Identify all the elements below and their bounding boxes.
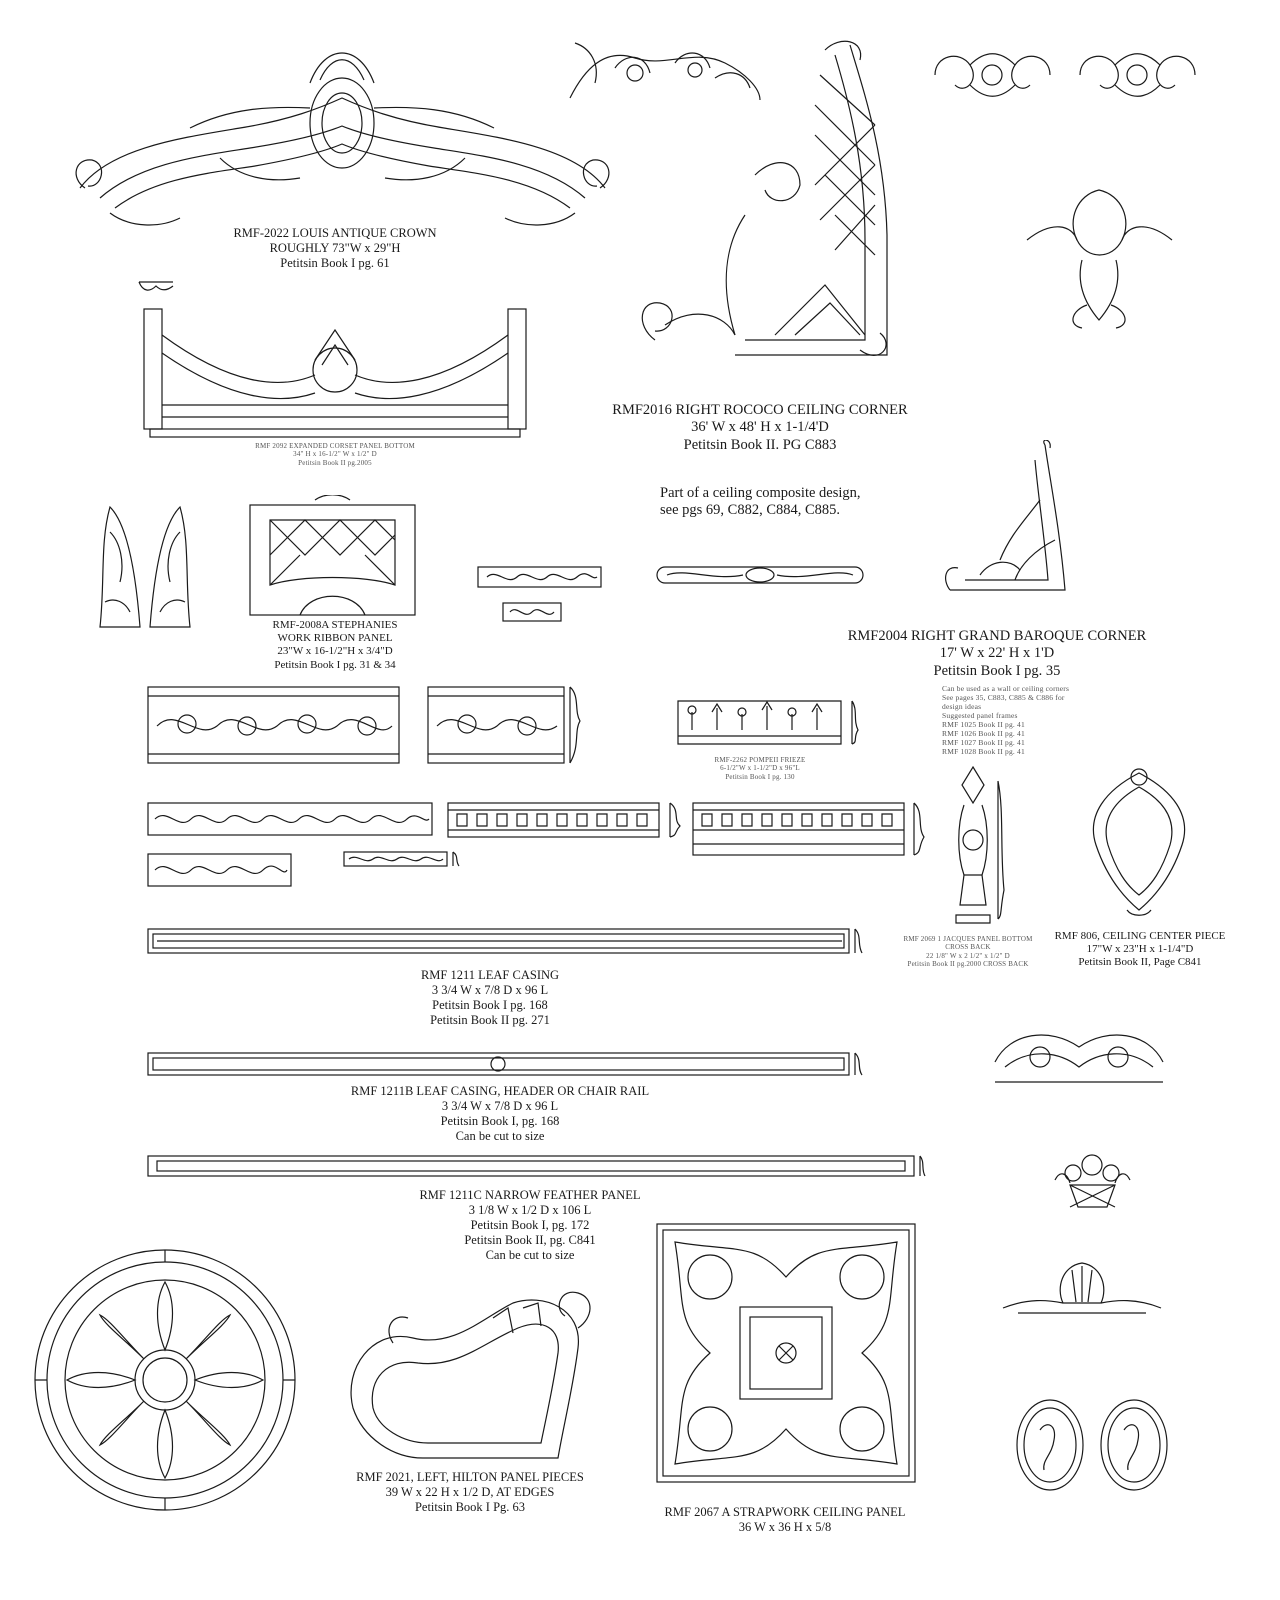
floral-frieze-row2-long-drawing <box>147 802 433 836</box>
baroque-note-line-7: RMF 1027 Book II pg. 41 <box>942 738 1025 747</box>
floral-frieze-row3-drawing <box>147 853 292 887</box>
composite-note <box>660 485 910 520</box>
oval-medallions-drawing <box>1012 1395 1172 1493</box>
column-subtitle: CROSS BACK <box>945 943 991 952</box>
floral-frieze-long-drawing <box>147 686 400 764</box>
corset-panel-caption <box>220 442 450 467</box>
baroque-corner-reference: Petitsin Book I pg. 35 <box>933 662 1061 679</box>
baroque-note-line-4: Suggested panel frames <box>942 711 1018 720</box>
ribbon-panel-drawing <box>245 495 420 620</box>
louis-crown-reference: Petitsin Book I pg. 61 <box>280 256 390 270</box>
feather-panel-dimensions: 3 1/8 W x 1/2 D x 106 L <box>468 1203 592 1217</box>
leaf-casing-profile-drawing <box>853 928 863 954</box>
ceiling-center-reference: Petitsin Book II, Page C841 <box>1078 956 1202 969</box>
ribbon-pieces-drawing <box>95 502 195 632</box>
round-medallion-drawing <box>30 1245 300 1515</box>
cartouche-drawing <box>1022 180 1177 330</box>
rosette-rail-drawing <box>655 563 865 587</box>
baroque-note-line-5: RMF 1025 Book II pg. 41 <box>942 720 1025 729</box>
ceiling-center-drawing <box>1082 765 1197 920</box>
hilton-panel-dimensions: 39 W x 22 H x 1/2 D, AT EDGES <box>385 1485 555 1499</box>
ribbon-panel-subtitle: WORK RIBBON PANEL <box>277 632 393 645</box>
strapwork-panel-dimensions: 36 W x 36 H x 5/8 <box>738 1520 832 1534</box>
rococo-corner-reference: Petitsin Book II. PG C883 <box>683 436 837 453</box>
corset-panel-dimensions: 34" H x 16-1/2" W x 1/2" D <box>293 450 377 459</box>
ceiling-center-title: RMF 806, CEILING CENTER PIECE <box>1054 930 1226 942</box>
ribbon-panel-reference: Petitsin Book I pg. 31 & 34 <box>274 658 396 671</box>
leaf-casing-header-profile-drawing <box>853 1052 863 1076</box>
ribbon-panel-caption <box>255 619 415 672</box>
composite-note-line-2: see pgs 69, C882, C884, C885. <box>660 502 841 519</box>
narrow-rail-row3-drawing <box>343 851 448 867</box>
scroll-frieze-right-drawing <box>1075 45 1200 105</box>
louis-crown-dimensions: ROUGHLY 73"W x 29"H <box>269 241 401 255</box>
louis-crown-caption <box>195 226 475 271</box>
flower-basket-drawing <box>1045 1145 1140 1210</box>
ribbon-panel-title: RMF-2008A STEPHANIES <box>272 619 398 631</box>
composite-note-line-1: Part of a ceiling composite design, <box>660 485 861 501</box>
strapwork-panel-title: RMF 2067 A STRAPWORK CEILING PANEL <box>664 1505 906 1519</box>
baroque-corner-note <box>942 684 1112 756</box>
column-profile-drawing <box>996 780 1006 920</box>
jacques-column-caption <box>888 935 1048 969</box>
egg-dart-profile-right-drawing <box>912 802 926 856</box>
corset-panel-reference: Petitsin Book II pg.2005 <box>298 458 372 467</box>
jacques-column-drawing <box>952 765 994 925</box>
scroll-frieze-left-drawing <box>930 45 1055 105</box>
feather-panel-profile-drawing <box>918 1155 926 1177</box>
feather-panel-drawing <box>147 1155 915 1177</box>
baroque-note-line-8: RMF 1028 Book II pg. 41 <box>942 747 1025 756</box>
feather-panel-note: Can be cut to size <box>485 1248 575 1262</box>
hilton-panel-reference: Petitsin Book I Pg. 63 <box>414 1500 526 1514</box>
column-dimensions: 22 1/8" W x 2 1/2" x 1/2" D <box>926 951 1010 960</box>
baroque-note-line-1: Can be used as a wall or ceiling corners <box>942 684 1070 693</box>
egg-dart-frieze-left-drawing <box>447 802 660 838</box>
rococo-corner-caption <box>590 402 930 454</box>
ceiling-center-dimensions: 17"W x 23"H x 1-1/4"D <box>1086 943 1194 956</box>
floral-frieze-short-drawing <box>427 686 565 764</box>
leaf-casing-header-title: RMF 1211B LEAF CASING, HEADER OR CHAIR RAIL <box>350 1084 650 1098</box>
leaf-casing-dimensions: 3 3/4 W x 7/8 D x 96 L <box>431 983 549 997</box>
leaf-casing-header-dimensions: 3 3/4 W x 7/8 D x 96 L <box>441 1099 559 1113</box>
hilton-panel-title: RMF 2021, LEFT, HILTON PANEL PIECES <box>356 1470 584 1484</box>
rococo-corner-dimensions: 36' W x 48' H x 1-1/4'D <box>691 419 829 436</box>
shell-crest-drawing <box>998 1258 1166 1318</box>
leaf-casing-header-note: Can be cut to size <box>455 1129 545 1143</box>
baroque-corner-title: RMF2004 RIGHT GRAND BAROQUE CORNER <box>847 628 1147 644</box>
baroque-note-line-6: RMF 1026 Book II pg. 41 <box>942 729 1025 738</box>
pompeii-profile-drawing <box>850 700 860 745</box>
ribbon-panel-dimensions: 23"W x 16-1/2"H x 3/4"D <box>277 645 393 658</box>
corset-profile-drawing <box>138 280 174 294</box>
feather-panel-reference-2: Petitsin Book II, pg. C841 <box>464 1233 596 1247</box>
baroque-note-line-2: See pages 35, C883, C885 & C886 for <box>942 693 1065 702</box>
feather-panel-title: RMF 1211C NARROW FEATHER PANEL <box>419 1188 641 1202</box>
leaf-casing-header-caption <box>330 1084 670 1144</box>
strapwork-panel-drawing <box>655 1222 917 1484</box>
column-reference: Petitsin Book II pg.2000 CROSS BACK <box>907 960 1029 969</box>
rococo-corner-title: RMF2016 RIGHT ROCOCO CEILING CORNER <box>612 402 908 418</box>
small-rail-upper-drawing <box>477 566 602 588</box>
leaf-casing-header-drawing <box>147 1052 850 1076</box>
pompeii-frieze-reference: Petitsin Book I pg. 130 <box>725 772 795 781</box>
frieze-profile-drawing <box>568 686 582 764</box>
louis-crown-drawing <box>70 38 615 238</box>
acanthus-scroll-drawing <box>565 38 765 106</box>
feather-panel-caption <box>380 1188 680 1263</box>
corset-panel-title: RMF 2092 EXPANDED CORSET PANEL BOTTOM <box>255 442 415 450</box>
pompeii-frieze-title: RMF-2262 POMPEII FRIEZE <box>714 756 806 764</box>
louis-crown-title: RMF-2022 LOUIS ANTIQUE CROWN <box>233 226 437 240</box>
pompeii-frieze-caption <box>680 756 840 781</box>
acanthus-frieze-right-drawing <box>990 1022 1168 1087</box>
hilton-panel-drawing <box>333 1288 595 1470</box>
narrow-rail-profile-drawing <box>452 851 460 867</box>
baroque-note-line-3: design ideas <box>942 702 982 711</box>
small-rail-lower-drawing <box>502 602 562 622</box>
baroque-corner-drawing <box>940 440 1075 605</box>
column-title: RMF 2069 1 JACQUES PANEL BOTTOM <box>903 935 1033 943</box>
pompeii-frieze-drawing <box>677 700 842 745</box>
hilton-panel-caption <box>320 1470 620 1515</box>
egg-dart-frieze-right-drawing <box>692 802 905 856</box>
leaf-casing-reference-1: Petitsin Book I pg. 168 <box>432 998 548 1012</box>
egg-dart-profile-left-drawing <box>668 802 682 838</box>
leaf-casing-title: RMF 1211 LEAF CASING <box>420 968 560 982</box>
strapwork-panel-caption <box>640 1505 930 1535</box>
pompeii-frieze-dimensions: 6-1/2"W x 1-1/2"D x 96"L <box>720 764 800 773</box>
corset-panel-drawing <box>140 305 530 440</box>
leaf-casing-drawing <box>147 928 850 954</box>
ceiling-center-caption <box>1050 930 1230 970</box>
feather-panel-reference-1: Petitsin Book I, pg. 172 <box>470 1218 590 1232</box>
leaf-casing-reference-2: Petitsin Book II pg. 271 <box>430 1013 550 1027</box>
baroque-corner-dimensions: 17' W x 22' H x 1'D <box>939 645 1055 662</box>
baroque-corner-caption <box>832 628 1162 680</box>
leaf-casing-caption <box>340 968 640 1028</box>
leaf-casing-header-reference: Petitsin Book I, pg. 168 <box>440 1114 560 1128</box>
